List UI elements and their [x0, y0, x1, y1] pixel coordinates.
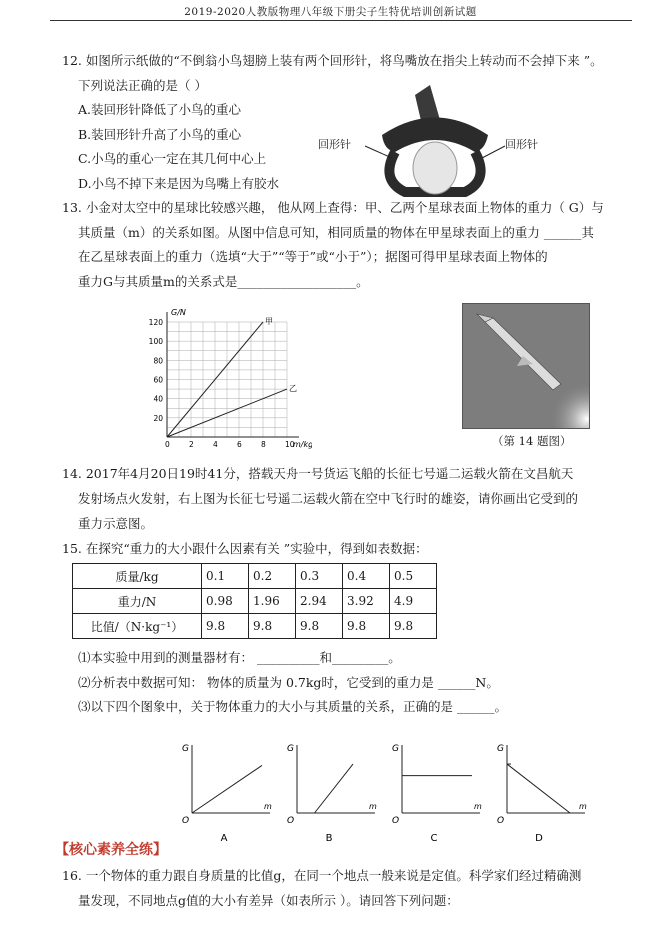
label-pointer-right	[482, 146, 505, 158]
graph-origin-label: O	[287, 816, 295, 826]
graph-option-label: D	[535, 833, 543, 844]
q14-line-1: 14. 2017年4月20日19时41分，搭载天舟一号货运飞船的长征七号遥二运载火箭在文昌航天	[62, 466, 574, 481]
graph-option-label: A	[220, 833, 228, 844]
table-cell: 2.94	[296, 589, 343, 614]
chart-x-tick: 2	[189, 440, 194, 449]
table-row	[73, 614, 437, 639]
graph-relation-line	[192, 765, 262, 813]
chart-y-tick: 20	[153, 413, 163, 423]
table-cell: 3.92	[343, 589, 390, 614]
chart-y-tick: 120	[148, 318, 163, 327]
graph-x-label: m	[579, 802, 587, 811]
table-cell: 9.8	[202, 614, 249, 639]
graph-origin-label: O	[497, 816, 505, 826]
table-cell: 0.4	[343, 564, 390, 589]
chart-x-label: m/kg	[293, 440, 312, 449]
graph-origin-label: O	[392, 816, 400, 826]
graph-x-label: m	[369, 802, 377, 811]
chart-x-tick: 4	[213, 440, 218, 449]
q15-graphs	[180, 735, 590, 845]
table-row	[73, 589, 437, 614]
table-cell: 0.2	[249, 564, 296, 589]
q15-sub-2: ⑵分析表中数据可知： 物体的质量为 0.7kg时，它受到的重力是 ______N。	[78, 675, 499, 690]
q12-prompt: 下列说法正确的是（ ）	[78, 78, 207, 93]
q12-option-d: D.小鸟不掉下来是因为鸟嘴上有胶水	[78, 176, 280, 191]
graph-origin-label: O	[182, 816, 190, 826]
page-header: 2019-2020人教版物理八年级下册尖子生特优培训创新试题	[184, 6, 477, 18]
q12-option-b: B.装回形针升高了小鸟的重心	[78, 127, 242, 142]
chart-y-label: G/N	[171, 308, 186, 317]
graph-relation-line	[507, 764, 570, 813]
finger-shape	[413, 142, 457, 194]
chart-y-tick: 40	[153, 394, 163, 404]
table-row-label: 质量/kg	[73, 564, 202, 589]
table-row-label: 比值/（N·kg⁻¹）	[73, 614, 202, 639]
q13-line-2: 其质量（m）的关系如图。从图中信息可知，相同质量的物体在甲星球表面上的重力 ______其	[78, 225, 594, 240]
paperclip-label-right: 回形针	[505, 138, 538, 151]
paperclip-label-left: 回形针	[318, 138, 351, 151]
q15-data-table	[72, 563, 437, 639]
graph-option-label: C	[430, 833, 438, 844]
q13-line-1: 13. 小金对太空中的星球比较感兴趣， 他从网上查得：甲、乙两个星球表面上物体的重力（ G）与	[62, 200, 604, 215]
chart-series-label: 甲	[265, 317, 273, 326]
graph-y-label: G	[287, 744, 294, 754]
q12-option-a: A.装回形针降低了小鸟的重心	[78, 102, 242, 117]
chart-y-tick: 80	[153, 356, 163, 366]
table-cell: 0.3	[296, 564, 343, 589]
q16-line-1: 16. 一个物体的重力跟自身质量的比值g，在同一个地点一般来说是定值。科学家们经过精确测	[62, 868, 582, 883]
table-cell: 9.8	[390, 614, 437, 639]
chart-series-label: 乙	[289, 384, 297, 394]
graph-y-label: G	[392, 744, 399, 754]
header-divider	[50, 20, 632, 21]
q12-option-c: C.小鸟的重心一定在其几何中心上	[78, 151, 267, 166]
q12-bird-figure	[310, 80, 560, 200]
q13-chart-svg	[142, 305, 312, 450]
table-cell: 0.1	[202, 564, 249, 589]
q14-caption: （第 14 题图）	[492, 434, 572, 448]
graph-y-label: G	[182, 744, 189, 754]
graph-x-label: m	[474, 802, 482, 811]
q14-rocket-photo	[462, 303, 590, 429]
table-cell: 0.98	[202, 589, 249, 614]
q15-graphs-svg	[180, 735, 590, 845]
graph-option-label: B	[325, 833, 333, 844]
q13-line-4: 重力G与其质量m的关系式是___________________。	[78, 274, 369, 289]
q12-stem: 12. 如图所示纸做的“不倒翁小鸟翅膀上装有两个回形针，将鸟嘴放在指尖上转动而不会掉下来 ”。	[62, 53, 603, 68]
table-row	[73, 564, 437, 589]
table-cell: 9.8	[249, 614, 296, 639]
q13-line-3: 在乙星球表面上的重力（选填“大于”“等于”或“小于”）；据图可得甲星球表面上物体的	[78, 249, 548, 264]
table-cell: 1.96	[249, 589, 296, 614]
chart-x-tick: 6	[237, 440, 242, 449]
section-title: 【核心素养全练】	[55, 842, 167, 858]
chart-x-tick: 8	[261, 440, 266, 449]
q15-intro: 15. 在探究“重力的大小跟什么因素有关 ”实验中，得到如表数据：	[62, 541, 428, 556]
table-cell: 4.9	[390, 589, 437, 614]
table-cell: 0.5	[390, 564, 437, 589]
graph-y-label: G	[497, 744, 504, 754]
q13-chart	[142, 305, 312, 450]
chart-y-tick: 60	[153, 375, 163, 385]
q15-sub-3: ⑶以下四个图象中，关于物体重力的大小与其质量的关系，正确的是 ______。	[78, 699, 507, 714]
chart-x-tick: 0	[165, 440, 170, 449]
q16-line-2: 量发现，不同地点g值的大小有差异（如表所示 ）。请回答下列问题：	[78, 893, 459, 908]
q14-line-3: 重力示意图。	[78, 516, 154, 531]
graph-x-label: m	[264, 802, 272, 811]
q14-line-2: 发射场点火发射，右上图为长征七号遥二运载火箭在空中飞行时的雄姿，请你画出它受到的	[78, 491, 579, 506]
chart-y-tick: 100	[148, 337, 163, 347]
table-cell: 9.8	[296, 614, 343, 639]
graph-relation-line	[315, 764, 354, 813]
chart-x-tick: 10	[285, 440, 295, 449]
q15-sub-1: ⑴本实验中用到的测量器材有： __________和_________。	[78, 650, 401, 665]
table-row-label: 重力/N	[73, 589, 202, 614]
table-cell: 9.8	[343, 614, 390, 639]
